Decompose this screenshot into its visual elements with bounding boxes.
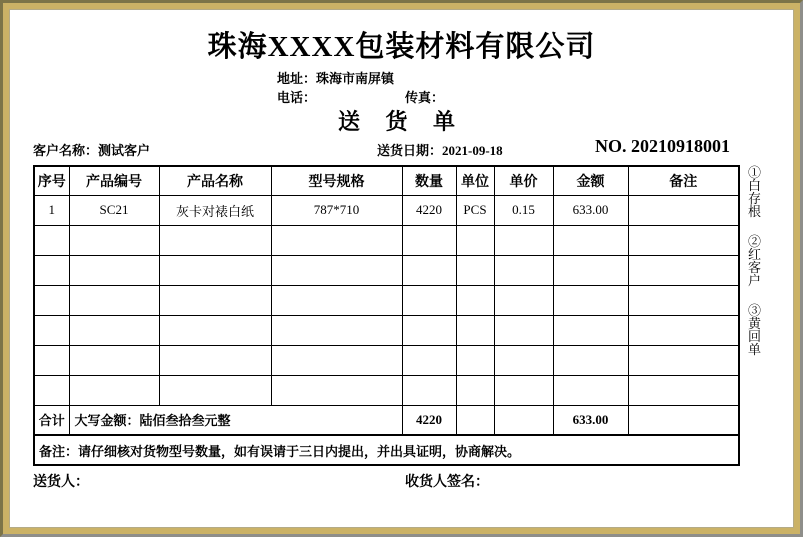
copy-label-text: 红客户 [747,247,761,288]
empty-cell [69,255,159,285]
empty-cell [494,375,553,405]
document-title: 送 货 单 [337,109,465,134]
empty-cell [456,285,494,315]
empty-cell [271,285,402,315]
empty-cell [456,255,494,285]
note-row [34,435,739,465]
circled-3: ③ [747,303,761,318]
empty-cell [69,315,159,345]
empty-cell [69,285,159,315]
empty-cell [553,255,628,285]
empty-cell [402,285,456,315]
total-row [34,405,739,435]
total-qty: 4220 [402,405,456,435]
empty-cell [494,255,553,285]
empty-cell [494,345,553,375]
empty-table-row [34,315,739,345]
empty-cell [456,375,494,405]
document-number: NO. 20210918001 [595,136,730,156]
total-unit-empty [456,405,494,435]
address-line [277,68,394,87]
customer-label: 客户名称： [33,143,99,158]
empty-cell [271,375,402,405]
empty-cell [159,255,271,285]
col-header-qty: 数量 [402,166,456,195]
delivery-date-label: 送货日期： [377,143,443,158]
frame-gold-band [3,3,800,534]
empty-cell [494,315,553,345]
empty-cell [271,225,402,255]
empty-cell [628,285,739,315]
empty-cell [159,225,271,255]
col-header-price: 单价 [494,166,553,195]
empty-cell [402,225,456,255]
empty-cell [159,315,271,345]
empty-cell [553,285,628,315]
col-header-spec: 型号规格 [271,166,402,195]
total-remark-empty [628,405,739,435]
customer-value: 测试客户 [98,143,151,158]
phone-label: 电话： [277,90,317,105]
empty-cell [34,315,69,345]
cell-spec: 787*710 [271,195,402,225]
empty-cell [34,345,69,375]
cell-price: 0.15 [494,195,553,225]
delivery-date-value: 2021-09-18 [442,143,503,158]
col-header-seq: 序号 [34,166,69,195]
empty-cell [271,315,402,345]
empty-cell [456,225,494,255]
copy-label-yellow-return [747,304,762,356]
empty-cell [402,345,456,375]
empty-table-row [34,345,739,375]
copy-label-text: 白存根 [747,178,761,219]
empty-cell [628,255,739,285]
col-header-amount: 金额 [553,166,628,195]
empty-cell [628,315,739,345]
empty-cell [628,375,739,405]
cell-remark [628,195,739,225]
empty-table-row [34,255,739,285]
empty-cell [628,225,739,255]
empty-cell [553,225,628,255]
empty-cell [456,345,494,375]
empty-cell [402,315,456,345]
receiver-signature-label: 收货人签名： [405,475,489,490]
copy-label-red-customer [747,235,762,287]
circled-1: ① [747,165,761,180]
delivery-date-line [377,140,503,159]
note-text: 备注：请仔细核对货物型号数量，如有误请于三日内提出，并出具证明，协商解决。 [34,435,739,465]
empty-cell [402,375,456,405]
items-table [33,165,740,466]
col-header-remark: 备注 [628,166,739,195]
address-label: 地址： [277,71,317,86]
col-header-product-code: 产品编号 [69,166,159,195]
cell-product-name: 灰卡对裱白纸 [159,195,271,225]
cell-qty: 4220 [402,195,456,225]
empty-cell [69,225,159,255]
company-name: 珠海XXXX包装材料有限公司 [207,31,596,63]
empty-cell [271,345,402,375]
empty-cell [159,345,271,375]
empty-table-row [34,225,739,255]
customer-line [33,140,150,159]
empty-cell [34,225,69,255]
cell-unit: PCS [456,195,494,225]
empty-cell [34,285,69,315]
circled-2: ② [747,234,761,249]
cell-product-code: SC21 [69,195,159,225]
total-amount: 633.00 [553,405,628,435]
empty-cell [553,345,628,375]
total-label: 合计 [34,405,69,435]
table-row [34,195,739,225]
col-header-product-name: 产品名称 [159,166,271,195]
empty-cell [628,345,739,375]
empty-cell [494,285,553,315]
empty-cell [69,375,159,405]
empty-cell [553,315,628,345]
col-header-unit: 单位 [456,166,494,195]
cell-seq: 1 [34,195,69,225]
fax-label: 传真： [405,90,445,105]
delivery-note-page [10,10,793,527]
empty-cell [69,345,159,375]
cell-amount: 633.00 [553,195,628,225]
empty-table-row [34,375,739,405]
empty-cell [402,255,456,285]
amount-in-words: 大写金额：陆佰叁拾叁元整 [69,405,402,435]
copy-label-white-stub [747,166,762,218]
table-header-row [34,166,739,195]
paper-sheet [9,9,794,528]
empty-table-row [34,285,739,315]
empty-cell [159,285,271,315]
empty-cell [553,375,628,405]
empty-cell [271,255,402,285]
copy-label-text: 黄回单 [747,316,761,357]
empty-cell [34,375,69,405]
copy-color-labels [747,166,763,356]
deliverer-signature-label: 送货人： [33,475,89,490]
address-value: 珠海市南屏镇 [316,71,395,86]
empty-cell [494,225,553,255]
empty-cell [159,375,271,405]
total-price-empty [494,405,553,435]
empty-cell [34,255,69,285]
empty-cell [456,315,494,345]
